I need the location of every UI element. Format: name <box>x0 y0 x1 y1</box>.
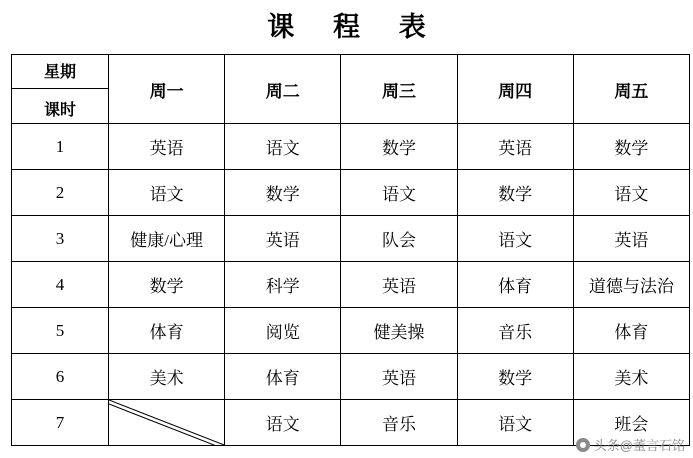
schedule-cell: 数学 <box>225 170 341 216</box>
period-number: 2 <box>12 170 109 216</box>
schedule-cell: 体育 <box>573 308 689 354</box>
watermark <box>576 435 685 454</box>
schedule-cell: 体育 <box>457 262 573 308</box>
day-header-monday: 周一 <box>109 55 225 124</box>
schedule-cell: 音乐 <box>457 308 573 354</box>
diagonal-strike-icon <box>109 400 224 445</box>
day-header-wednesday: 周三 <box>341 55 457 124</box>
schedule-cell: 美术 <box>573 354 689 400</box>
period-number: 7 <box>12 400 109 446</box>
schedule-cell: 英语 <box>109 124 225 170</box>
schedule-cell: 数学 <box>457 354 573 400</box>
schedule-cell: 语文 <box>225 124 341 170</box>
schedule-cell: 语文 <box>457 400 573 446</box>
watermark-logo-icon <box>576 438 590 452</box>
schedule-cell: 健康/心理 <box>109 216 225 262</box>
day-header-thursday: 周四 <box>457 55 573 124</box>
period-number: 5 <box>12 308 109 354</box>
schedule-cell: 语文 <box>573 170 689 216</box>
period-number: 1 <box>12 124 109 170</box>
schedule-cell: 英语 <box>341 354 457 400</box>
header-corner-cell <box>12 55 109 124</box>
schedule-cell: 英语 <box>573 216 689 262</box>
period-number: 6 <box>12 354 109 400</box>
schedule-cell: 数学 <box>341 124 457 170</box>
table-row <box>12 354 690 400</box>
schedule-cell: 班会 <box>573 400 689 446</box>
watermark-text: 头条@董言石铭 <box>593 438 685 453</box>
table-row <box>12 262 690 308</box>
schedule-cell: 语文 <box>109 170 225 216</box>
schedule-cell: 数学 <box>573 124 689 170</box>
schedule-cell: 音乐 <box>341 400 457 446</box>
period-number: 4 <box>12 262 109 308</box>
table-header-row <box>12 55 690 124</box>
schedule-cell: 科学 <box>225 262 341 308</box>
schedule-cell: 英语 <box>225 216 341 262</box>
day-header-tuesday: 周二 <box>225 55 341 124</box>
schedule-cell: 语文 <box>457 216 573 262</box>
schedule-cell: 数学 <box>457 170 573 216</box>
schedule-cell: 道德与法治 <box>573 262 689 308</box>
day-header-friday: 周五 <box>573 55 689 124</box>
schedule-cell: 体育 <box>225 354 341 400</box>
schedule-cell: 美术 <box>109 354 225 400</box>
table-row <box>12 124 690 170</box>
schedule-cell: 英语 <box>341 262 457 308</box>
schedule-cell: 体育 <box>109 308 225 354</box>
table-row <box>12 216 690 262</box>
class-schedule-table <box>11 54 690 446</box>
schedule-cell: 队会 <box>341 216 457 262</box>
schedule-cell: 数学 <box>109 262 225 308</box>
period-number: 3 <box>12 216 109 262</box>
table-row <box>12 170 690 216</box>
schedule-cell: 语文 <box>341 170 457 216</box>
schedule-cell: 语文 <box>225 400 341 446</box>
page-title: 课 程 表 <box>267 12 442 42</box>
empty-cell-with-diagonal <box>109 400 225 446</box>
corner-divider <box>12 88 108 89</box>
schedule-cell: 阅览 <box>225 308 341 354</box>
corner-period-label: 课时 <box>43 102 76 119</box>
schedule-cell: 健美操 <box>341 308 457 354</box>
corner-week-label: 星期 <box>43 64 76 81</box>
table-row <box>12 308 690 354</box>
schedule-cell: 英语 <box>457 124 573 170</box>
